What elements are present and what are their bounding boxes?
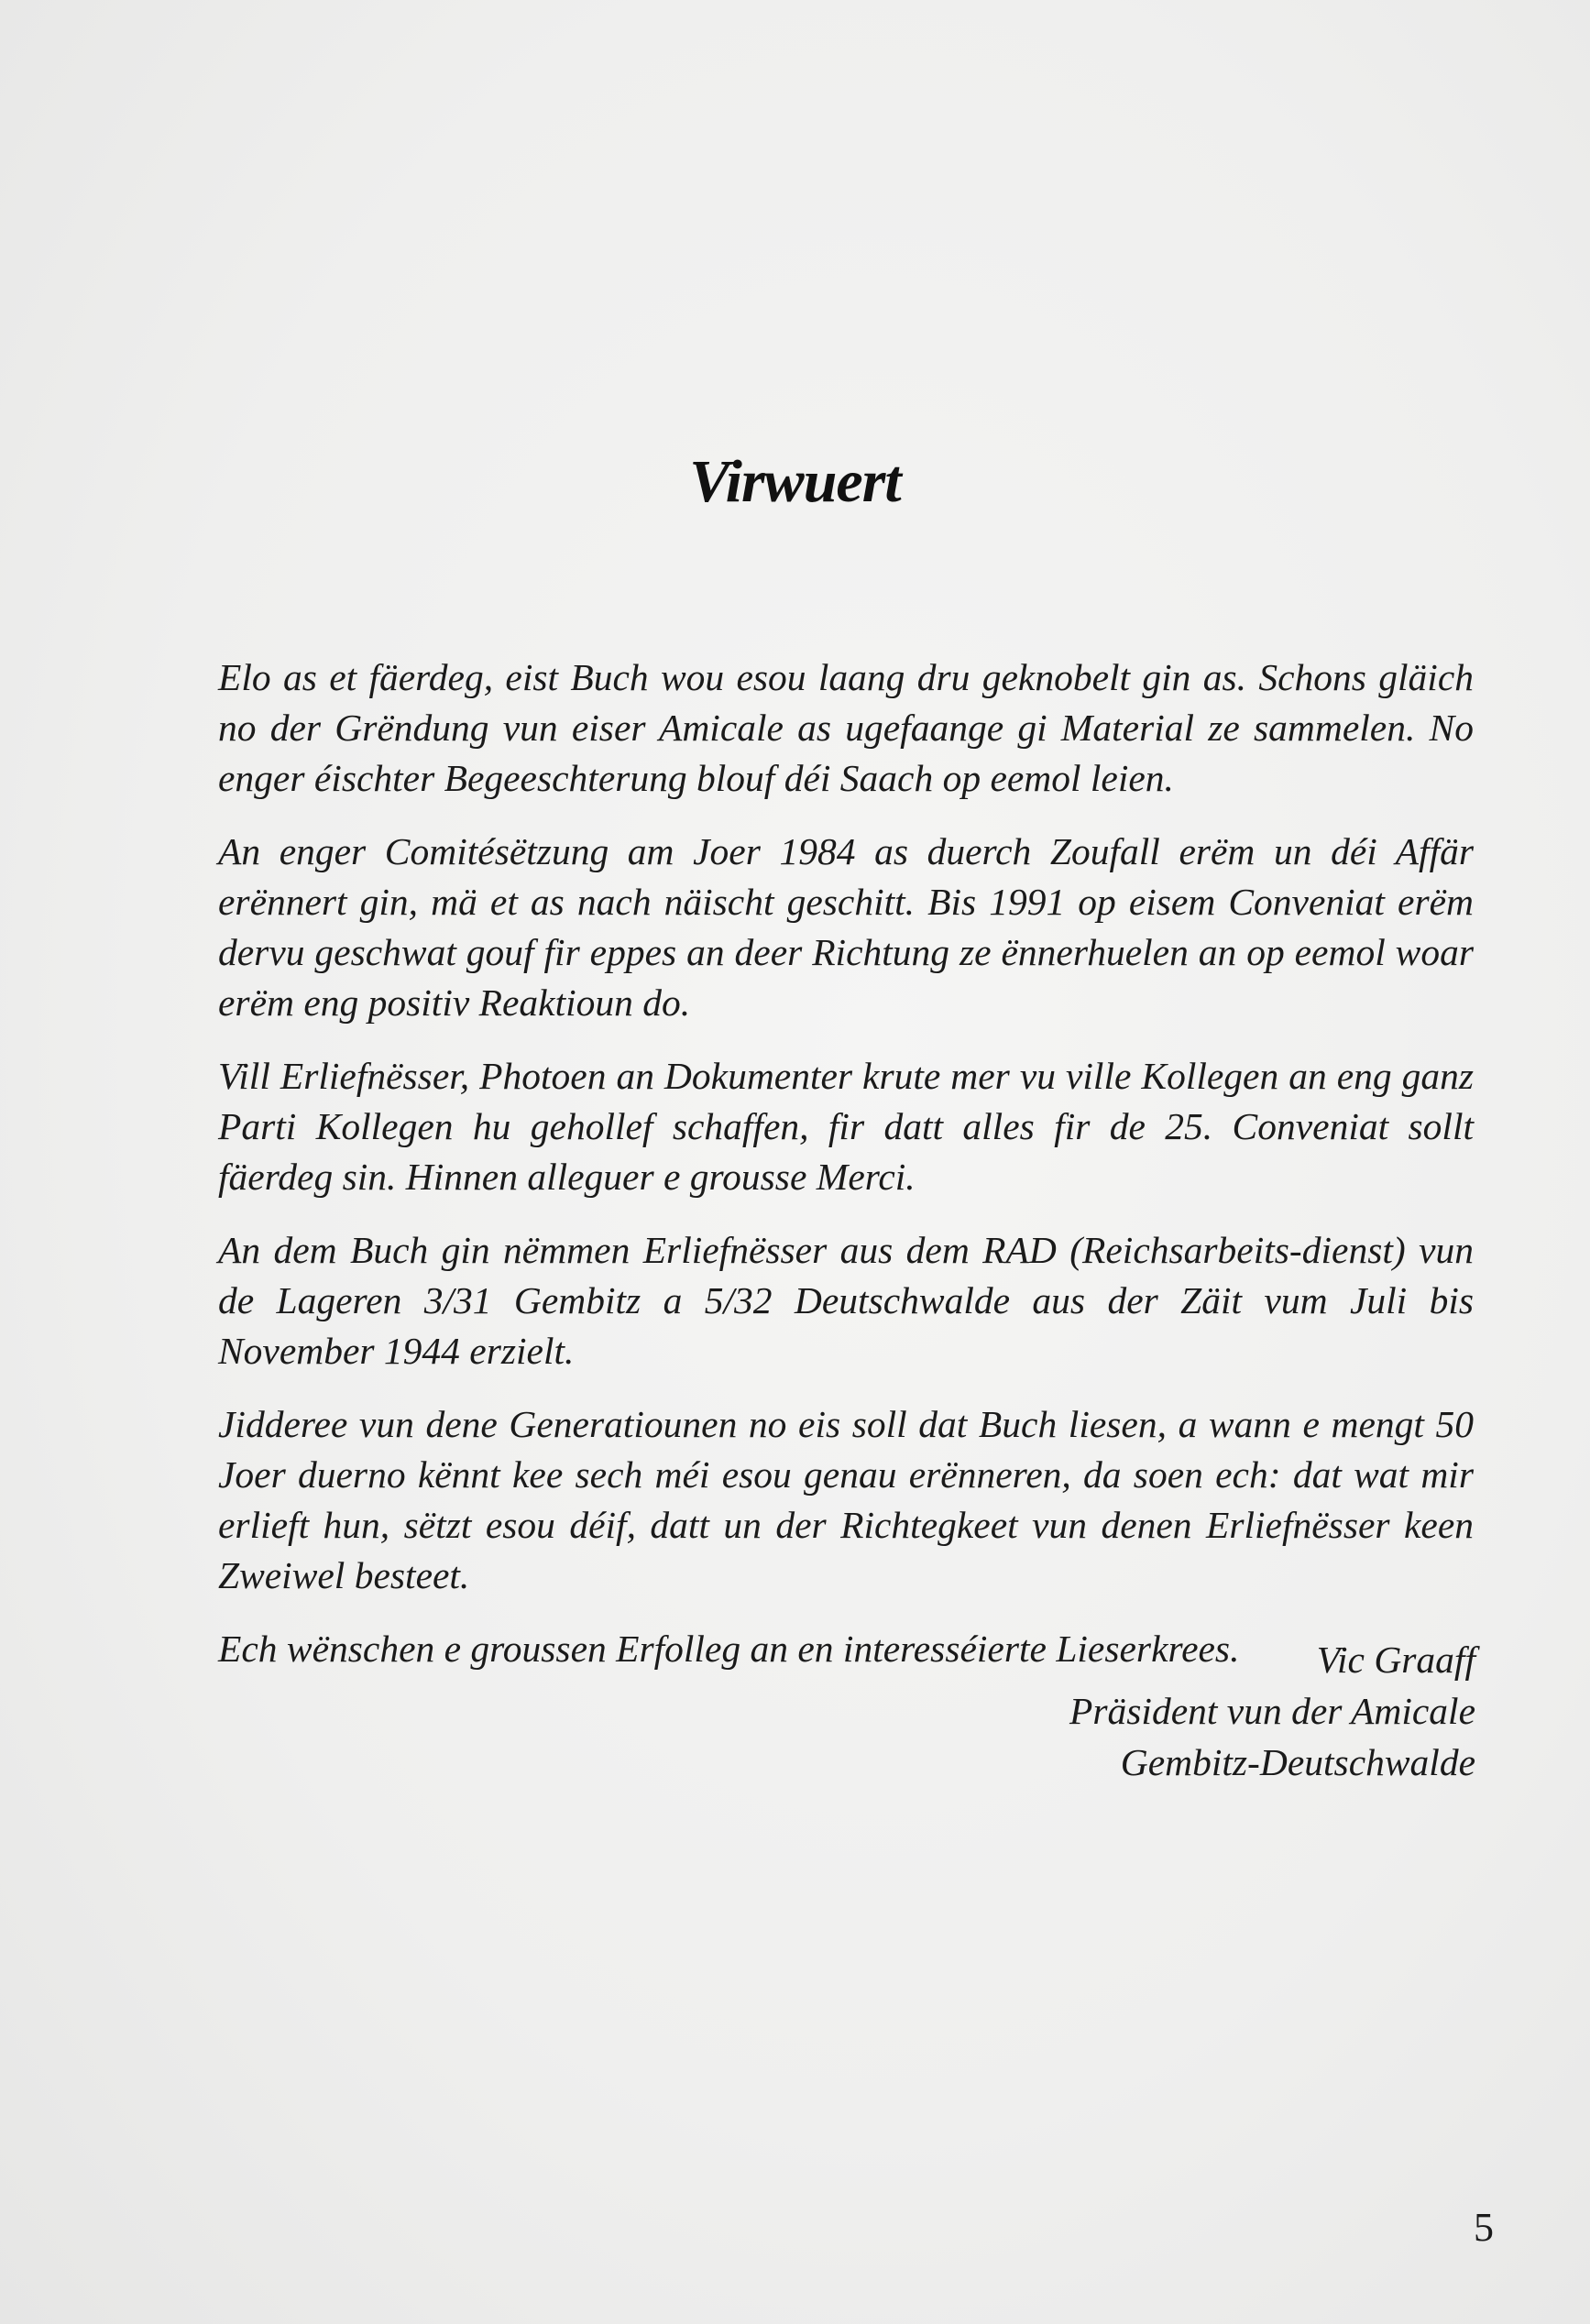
paragraph: Jidderee vun dene Generatiounen no eis soll dat Buch liesen, a wann e mengt 50 Joer duerno kënnt kee sech méi esou genau erënneren, da soen ech: dat wat mir erlieft hun, sëtzt esou déif, datt un der Richtegkeet vun denen Erliefnësser keen Zweiwel besteet. <box>218 1403 1474 1596</box>
signature-role: Präsident vun der Amicale <box>1069 1690 1475 1732</box>
signature-block <box>1069 1634 1475 1788</box>
paragraph: An dem Buch gin nëmmen Erliefnësser aus dem RAD (Reichsarbeits-dienst) vun de Lageren 3/31 Gembitz a 5/32 Deutschwalde aus der Zäit vum Juli bis November 1944 erzielt. <box>218 1229 1474 1372</box>
signature-organization: Gembitz-Deutschwalde <box>1120 1741 1475 1783</box>
paragraph: Ech wënschen e groussen Erfolleg an en interesséierte Lieserkrees. <box>218 1628 1240 1670</box>
paragraph: An enger Comitésëtzung am Joer 1984 as duerch Zoufall erëm un déi Affär erënnert gin, mä et as nach näischt geschitt. Bis 1991 op eisem Conveniat erëm dervu geschwat gouf fir eppes an deer Richtung ze ënnerhuelen an op eemol woar erëm eng positiv Reaktioun do. <box>218 830 1474 1024</box>
paragraph: Vill Erliefnësser, Photoen an Dokumenter krute mer vu ville Kollegen an eng ganz Parti Kollegen hu gehollef schaffen, fir datt alles fir de 25. Conveniat sollt fäerdeg sin. Hinnen alleguer e grousse Merci. <box>218 1055 1474 1198</box>
body-text <box>218 652 1474 1697</box>
page-title: Virwuert <box>689 448 901 515</box>
signature-name: Vic Graaff <box>1316 1639 1475 1681</box>
paragraph: Elo as et fäerdeg, eist Buch wou esou laang dru geknobelt gin as. Schons gläich no der Grëndung vun eiser Amicale as ugefaange gi Material ze sammelen. No enger éischter Begeeschterung blouf déi Saach op eemol leien. <box>218 656 1474 799</box>
page-number: 5 <box>1474 2205 1494 2250</box>
